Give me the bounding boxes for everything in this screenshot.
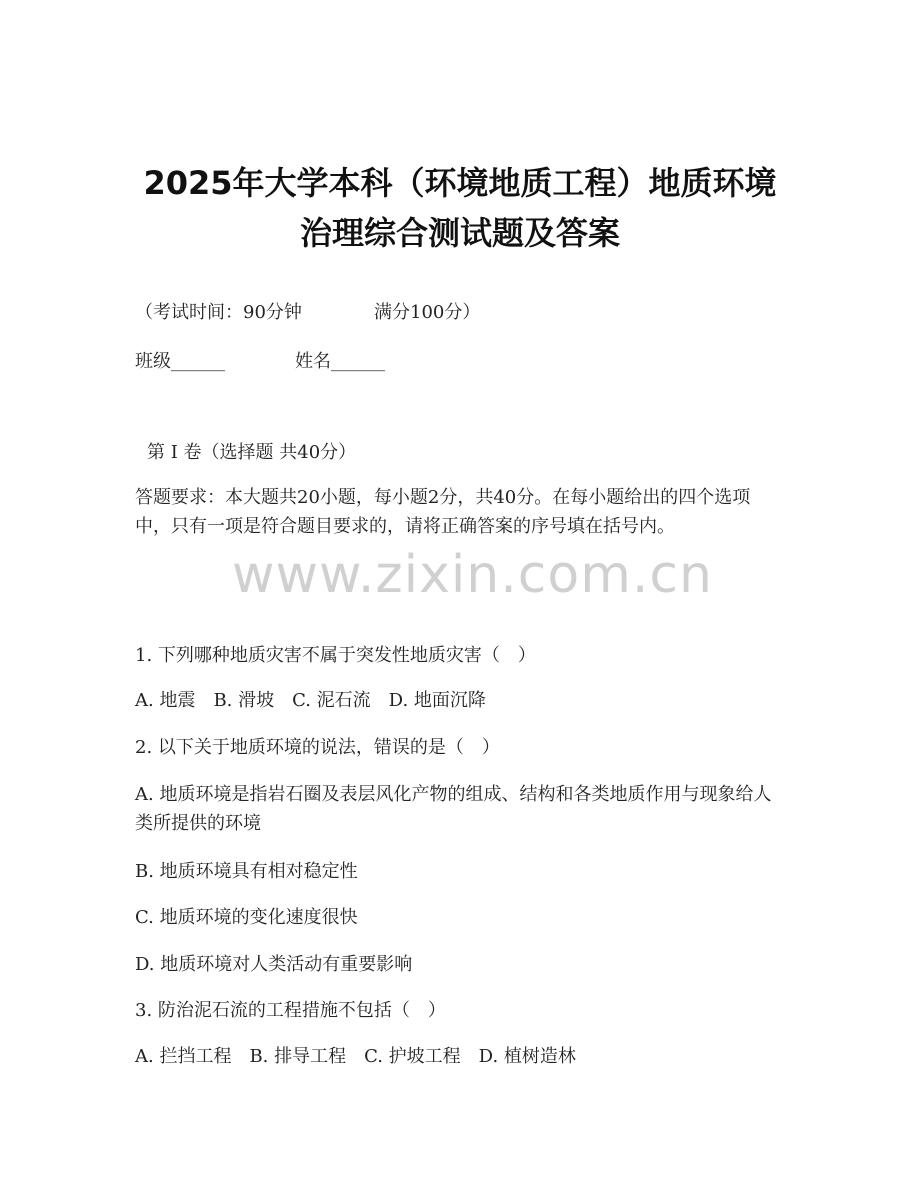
question-2-option-a: A. 地质环境是指岩石圈及表层风化产物的组成、结构和各类地质作用与现象给人类所提供的环境 [135,784,772,834]
question-2-option-c: C. 地质环境的变化速度很快 [135,907,358,928]
question-1-options: A. 地震 B. 滑坡 C. 泥石流 D. 地面沉降 [135,690,486,711]
question-2-option-d: D. 地质环境对人类活动有重要影响 [135,954,413,975]
question-1-stem: 1. 下列哪种地质灾害不属于突发性地质灾害（ ） [135,645,536,666]
section-instructions: 答题要求：本大题共20小题，每小题2分，共40分。在每小题给出的四个选项中，只有一项是符合题目要求的，请将正确答案的序号填在括号内。 [135,487,751,537]
class-field: 班级______ [135,351,225,372]
question-2-stem: 2. 以下关于地质环境的说法，错误的是（ ） [135,737,500,758]
question-2-option-b: B. 地质环境具有相对稳定性 [135,861,358,882]
question-3-stem: 3. 防治泥石流的工程措施不包括（ ） [135,1000,446,1021]
document-title-line-1: 2025年大学本科（环境地质工程）地质环境 [143,164,777,202]
section-heading: 第 I 卷（选择题 共40分） [147,442,357,463]
name-field: 姓名______ [295,351,385,372]
question-3-options: A. 拦挡工程 B. 排导工程 C. 护坡工程 D. 植树造林 [135,1046,576,1067]
exam-full-score: 满分100分） [374,302,481,323]
document-title-line-2: 治理综合测试题及答案 [299,214,620,252]
watermark: www.zixin.com.cn [232,545,713,605]
exam-time: （考试时间：90分钟 [135,302,302,323]
